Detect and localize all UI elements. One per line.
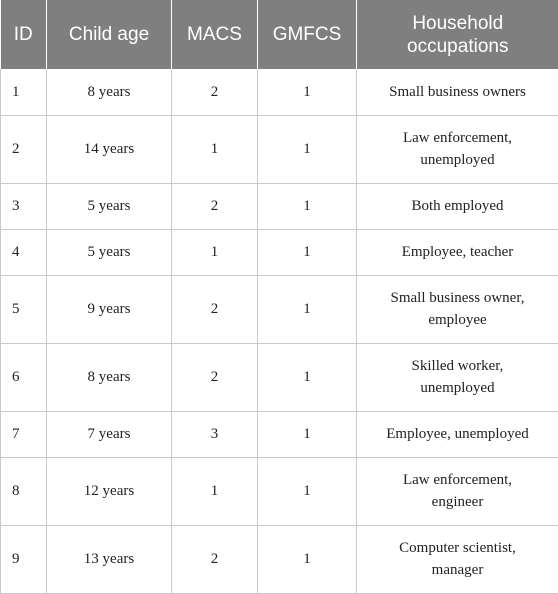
cell-gmfcs: 1 <box>258 275 357 343</box>
occupations-line1: Law enforcement, <box>402 472 513 488</box>
cell-macs: 2 <box>172 183 258 229</box>
occupations-line1: Small business owners <box>389 83 526 100</box>
occupations-line1: Employee, unemployed <box>386 426 529 442</box>
cell-id: 1 <box>1 69 47 115</box>
cell-macs: 2 <box>172 69 258 115</box>
table-body <box>1 69 558 593</box>
cell-child-age: 8 years <box>47 343 172 411</box>
table-row <box>1 183 558 229</box>
cell-occupations <box>357 115 558 183</box>
cell-occupations <box>357 229 558 275</box>
occupations-line2: engineer <box>431 494 484 510</box>
table-row <box>1 275 558 343</box>
cell-id: 9 <box>1 525 47 593</box>
cell-child-age: 5 years <box>47 183 172 229</box>
occupations-line1: Both employed <box>411 198 504 214</box>
table-row <box>1 69 558 115</box>
cell-id: 2 <box>1 115 47 183</box>
header-macs: MACS <box>172 0 258 69</box>
cell-id: 5 <box>1 275 47 343</box>
occupations-line1: Skilled worker, <box>411 358 504 374</box>
header-child-age: Child age <box>47 0 172 69</box>
cell-macs: 1 <box>172 229 258 275</box>
occupations-line2: manager <box>431 562 484 578</box>
cell-occupations <box>357 411 558 457</box>
cell-macs: 2 <box>172 525 258 593</box>
table-row <box>1 525 558 593</box>
cell-gmfcs: 1 <box>258 411 357 457</box>
cell-gmfcs: 1 <box>258 115 357 183</box>
cell-occupations <box>357 275 558 343</box>
cell-gmfcs: 1 <box>258 457 357 525</box>
cell-macs: 2 <box>172 275 258 343</box>
header-gmfcs: GMFCS <box>258 0 357 69</box>
table-row <box>1 457 558 525</box>
cell-child-age: 7 years <box>47 411 172 457</box>
occupations-line2: employee <box>428 312 487 328</box>
cell-gmfcs: 1 <box>258 183 357 229</box>
table-row <box>1 343 558 411</box>
cell-gmfcs: 1 <box>258 343 357 411</box>
occupations-line2: unemployed <box>420 380 495 396</box>
occupations-line1: Small business owner, <box>390 290 525 306</box>
table-header <box>1 0 558 69</box>
cell-occupations <box>357 69 558 115</box>
cell-id: 6 <box>1 343 47 411</box>
cell-gmfcs: 1 <box>258 69 357 115</box>
table-row <box>1 115 558 183</box>
cell-occupations <box>357 525 558 593</box>
cell-child-age: 8 years <box>47 69 172 115</box>
cell-macs: 2 <box>172 343 258 411</box>
cell-occupations <box>357 183 558 229</box>
cell-id: 4 <box>1 229 47 275</box>
cell-macs: 3 <box>172 411 258 457</box>
header-id: ID <box>1 0 47 69</box>
cell-child-age: 13 years <box>47 525 172 593</box>
cell-child-age: 14 years <box>47 115 172 183</box>
cell-child-age: 12 years <box>47 457 172 525</box>
header-household-occupations <box>357 0 558 69</box>
cell-id: 8 <box>1 457 47 525</box>
cell-occupations <box>357 457 558 525</box>
cell-macs: 1 <box>172 457 258 525</box>
header-occupations-line2: occupations <box>407 35 509 57</box>
cell-gmfcs: 1 <box>258 229 357 275</box>
occupations-line1: Computer scientist, <box>399 540 516 556</box>
table-row <box>1 411 558 457</box>
header-occupations-line1: Household <box>412 12 504 34</box>
cell-child-age: 5 years <box>47 229 172 275</box>
header-row <box>1 0 558 69</box>
cell-occupations <box>357 343 558 411</box>
table-row <box>1 229 558 275</box>
cell-child-age: 9 years <box>47 275 172 343</box>
cell-gmfcs: 1 <box>258 525 357 593</box>
cell-id: 7 <box>1 411 47 457</box>
cell-id: 3 <box>1 183 47 229</box>
occupations-line1: Employee, teacher <box>401 244 514 260</box>
occupations-line1: Law enforcement, <box>402 130 513 146</box>
cell-macs: 1 <box>172 115 258 183</box>
occupations-line2: unemployed <box>420 152 495 168</box>
